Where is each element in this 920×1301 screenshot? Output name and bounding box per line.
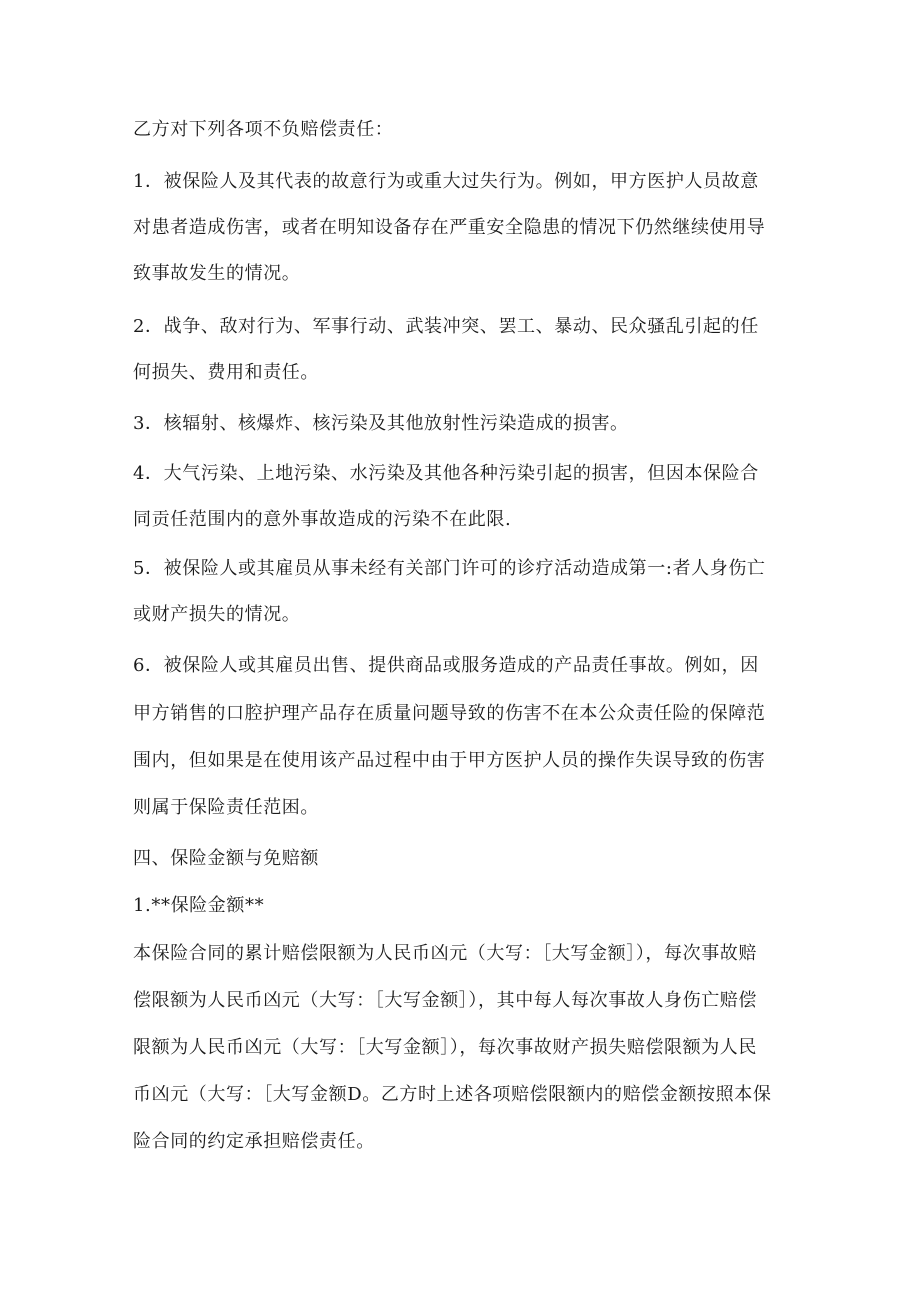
- item-2-line-1: 2．战争、敌对行为、军事行动、武装冲突、罢工、暴动、民众骚乱引起的任: [133, 316, 759, 337]
- item-4-line-2: 同贡任范围内的意外事故造成的污染不在此限.: [133, 509, 512, 530]
- amount-paragraph-line-4: 币凶元（大写：［大写金额D。乙方时上述各项赔偿限额内的赔偿金额按照本保: [133, 1084, 772, 1105]
- item-1-line-3: 致事故发生的情况。: [133, 263, 301, 284]
- item-1-line-2: 对患者造成伤害，或者在明知设备存在严重安全隐患的情况下仍然继续使用导: [133, 217, 766, 238]
- item-5-line-2: 或财产损失的情况。: [133, 604, 301, 625]
- amount-paragraph-line-1: 本保险合同的累计赔偿限额为人民币凶元（大写：［大写金额］），每次事故赔: [133, 943, 757, 964]
- item-5-line-1: 5．被保险人或其雇员从事未经有关部门许可的诊疗活动造成第一:者人身伤亡: [133, 558, 766, 579]
- item-6-line-2: 甲方销售的口腔护理产品存在质量问题导致的伤害不在本公众责任险的保障范: [133, 703, 766, 724]
- item-2-line-2: 何损失、费用和责任。: [133, 362, 319, 383]
- item-6-line-4: 则属于保险责任范困。: [133, 797, 319, 818]
- amount-paragraph-line-5: 险合同的约定承担赔偿责任。: [133, 1131, 375, 1152]
- item-3-line-1: 3．核辐射、核爆炸、核污染及其他放射性污染造成的损害。: [133, 413, 629, 434]
- subsection-heading: 1.**保险金额**: [133, 895, 265, 916]
- amount-paragraph-line-3: 限额为人民币凶元（大写：［大写金额］），每次事故财产损失赔偿限额为人民: [133, 1037, 757, 1058]
- amount-paragraph-line-2: 偿限额为人民币凶元（大写：［大写金额］），其中每人每次事故人身伤亡赔偿: [133, 990, 757, 1011]
- item-6-line-1: 6．被保险人或其雇员出售、提供商品或服务造成的产品责任事故。例如，因: [133, 655, 759, 676]
- paragraph-intro: 乙方对下列各项不负赔偿责任：: [133, 119, 394, 140]
- section-heading: 四、保险金额与免赔额: [133, 848, 319, 869]
- item-4-line-1: 4．大气污染、上地污染、水污染及其他各种污染引起的损害，但因本保险合: [133, 463, 759, 484]
- item-1-line-1: 1．被保险人及其代表的故意行为或重大过失行为。例如，甲方医护人员故意: [133, 171, 759, 192]
- item-6-line-3: 围内，但如果是在使用该产品过程中由于甲方医护人员的操作失误导致的伤害: [133, 750, 766, 771]
